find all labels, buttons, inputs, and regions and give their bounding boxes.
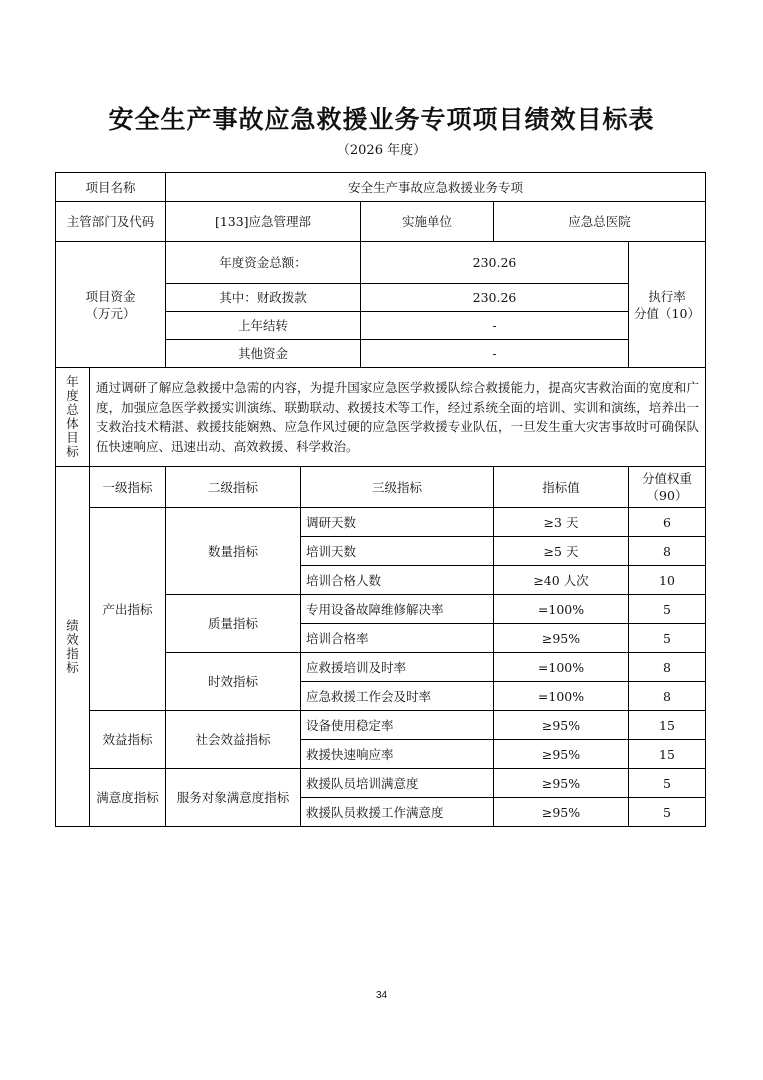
table-row bbox=[56, 508, 706, 537]
header-level1: 一级指标 bbox=[90, 467, 166, 508]
level1-indicator: 效益指标 bbox=[90, 711, 166, 769]
annual-goal-label-char: 标 bbox=[66, 444, 79, 459]
indicator-score: 5 bbox=[629, 624, 706, 653]
indicator-value: =100% bbox=[494, 682, 629, 711]
impl-unit-label: 实施单位 bbox=[361, 202, 494, 242]
indicator-value: =100% bbox=[494, 595, 629, 624]
table-row bbox=[56, 711, 706, 740]
indicators-body bbox=[56, 467, 706, 827]
annual-goal-label-char: 度 bbox=[66, 388, 79, 403]
indicator-value: ≥95% bbox=[494, 740, 629, 769]
header-level3: 三级指标 bbox=[301, 467, 494, 508]
indicator-value: ≥5 天 bbox=[494, 537, 629, 566]
document-title: 安全生产事故应急救援业务专项项目绩效目标表 bbox=[108, 105, 655, 134]
level2-indicator: 数量指标 bbox=[166, 508, 301, 595]
exec-rate-line1: 执行率 bbox=[648, 288, 686, 304]
annual-goal-label-char: 体 bbox=[66, 416, 79, 431]
level3-indicator: 专用设备故障维修解决率 bbox=[301, 595, 494, 624]
level3-indicator: 培训合格人数 bbox=[301, 566, 494, 595]
annual-goal-text: 通过调研了解应急救援中急需的内容，为提升国家应急医学救援队综合救援能力，提高灾害救治面的宽度和广度，加强应急医学救援实训演练、联勤联动、救援技术等工作，经过系统全面的培训、实训和演练，培养出一支救治技术精湛、救援技能娴熟、应急作风过硬的应急医学救援专业队伍，一旦发生重大灾害事故时可确保队伍快速响应、迅速出动、高效救援、科学救治。 bbox=[90, 368, 706, 467]
header-value: 指标值 bbox=[494, 467, 629, 508]
indicators-side-label-char: 效 bbox=[66, 631, 79, 647]
level3-indicator: 设备使用稳定率 bbox=[301, 711, 494, 740]
indicators-side-label-char: 指 bbox=[66, 645, 79, 661]
level3-indicator: 救援队员救援工作满意度 bbox=[301, 798, 494, 827]
indicators-table bbox=[55, 466, 706, 827]
performance-target-table bbox=[55, 172, 705, 827]
indicator-score: 8 bbox=[629, 537, 706, 566]
indicators-side-label bbox=[56, 467, 90, 827]
impl-unit-value: 应急总医院 bbox=[494, 202, 706, 242]
level3-indicator: 培训天数 bbox=[301, 537, 494, 566]
indicator-value: ≥95% bbox=[494, 711, 629, 740]
funds-row-label: 其中：财政拨款 bbox=[166, 284, 361, 312]
indicator-score: 15 bbox=[629, 711, 706, 740]
page-number: 34 bbox=[375, 990, 388, 1001]
project-info-table bbox=[55, 172, 706, 368]
level2-indicator: 质量指标 bbox=[166, 595, 301, 653]
level2-indicator: 社会效益指标 bbox=[166, 711, 301, 769]
dept-value: [133]应急管理部 bbox=[166, 202, 361, 242]
level3-indicator: 救援快速响应率 bbox=[301, 740, 494, 769]
level3-indicator: 应救援培训及时率 bbox=[301, 653, 494, 682]
level1-indicator: 产出指标 bbox=[90, 508, 166, 711]
level2-indicator: 服务对象满意度指标 bbox=[166, 769, 301, 827]
indicator-score: 5 bbox=[629, 595, 706, 624]
indicator-score: 5 bbox=[629, 798, 706, 827]
indicator-value: ≥95% bbox=[494, 624, 629, 653]
indicators-side-label-char: 标 bbox=[66, 659, 79, 675]
annual-goal-table bbox=[55, 367, 706, 467]
indicator-score: 15 bbox=[629, 740, 706, 769]
indicator-value: ≥3 天 bbox=[494, 508, 629, 537]
indicator-score: 10 bbox=[629, 566, 706, 595]
table-row bbox=[56, 769, 706, 798]
level3-indicator: 培训合格率 bbox=[301, 624, 494, 653]
funds-row-value: - bbox=[361, 340, 629, 368]
project-name-label: 项目名称 bbox=[56, 173, 166, 202]
funds-label bbox=[56, 242, 166, 368]
level3-indicator: 调研天数 bbox=[301, 508, 494, 537]
header-level2: 二级指标 bbox=[166, 467, 301, 508]
funds-row-label: 其他资金 bbox=[166, 340, 361, 368]
funds-row-value: - bbox=[361, 312, 629, 340]
annual-goal-label-char: 目 bbox=[66, 430, 79, 445]
indicator-value: ≥40 人次 bbox=[494, 566, 629, 595]
level3-indicator: 应急救援工作会及时率 bbox=[301, 682, 494, 711]
header-weight-line1: 分值权重 bbox=[641, 471, 692, 486]
indicator-score: 6 bbox=[629, 508, 706, 537]
indicator-score: 5 bbox=[629, 769, 706, 798]
funds-label-line2: （万元） bbox=[85, 305, 136, 321]
dept-label: 主管部门及代码 bbox=[56, 202, 166, 242]
indicator-value: ≥95% bbox=[494, 798, 629, 827]
funds-label-line1: 项目资金 bbox=[85, 288, 136, 304]
level3-indicator: 救援队员培训满意度 bbox=[301, 769, 494, 798]
indicators-side-label-char: 绩 bbox=[66, 617, 79, 633]
indicator-score: 8 bbox=[629, 682, 706, 711]
header-weight-line2: （90） bbox=[646, 488, 688, 503]
indicator-value: =100% bbox=[494, 653, 629, 682]
level2-indicator: 时效指标 bbox=[166, 653, 301, 711]
header-weight bbox=[629, 467, 706, 508]
exec-rate-label bbox=[629, 242, 706, 368]
exec-rate-line2: 分值（10） bbox=[634, 305, 700, 321]
document-subtitle: （2026 年度） bbox=[336, 143, 427, 158]
funds-row-value: 230.26 bbox=[361, 242, 629, 284]
indicator-value: ≥95% bbox=[494, 769, 629, 798]
funds-row-label: 上年结转 bbox=[166, 312, 361, 340]
annual-goal-label-char: 总 bbox=[66, 402, 79, 417]
indicator-score: 8 bbox=[629, 653, 706, 682]
annual-goal-label-char: 年 bbox=[66, 374, 79, 389]
funds-row-value: 230.26 bbox=[361, 284, 629, 312]
level1-indicator: 满意度指标 bbox=[90, 769, 166, 827]
annual-goal-label bbox=[56, 368, 90, 467]
project-name-value: 安全生产事故应急救援业务专项 bbox=[166, 173, 706, 202]
funds-row-label: 年度资金总额： bbox=[166, 242, 361, 284]
